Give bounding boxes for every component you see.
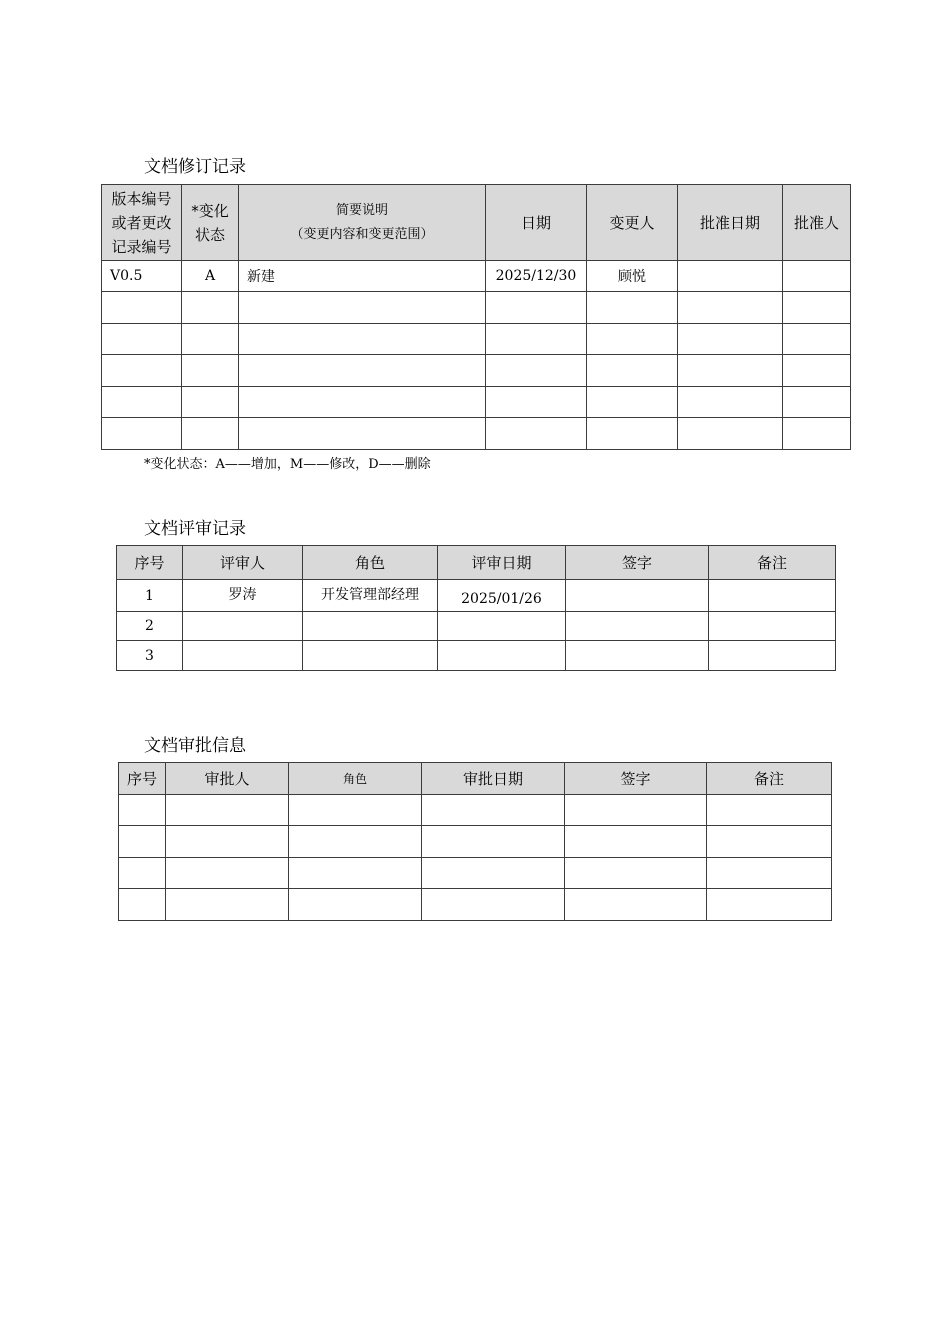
cell-approve-date — [678, 355, 783, 387]
cell-signature — [566, 612, 709, 641]
cell-remarks — [709, 641, 836, 671]
table-row — [117, 580, 836, 612]
cell-approve-date — [678, 387, 783, 418]
cell-date — [486, 418, 587, 450]
cell-index: 1 — [117, 580, 183, 612]
cell-approver — [783, 355, 851, 387]
header-summary-line: 简要说明 — [335, 202, 388, 218]
table-row — [102, 387, 851, 418]
header-status — [182, 185, 239, 261]
header-signature: 签字 — [566, 546, 709, 580]
cell-approval-date — [422, 826, 565, 858]
cell-review-date — [438, 641, 566, 671]
cell-approver — [166, 889, 289, 921]
table-row — [117, 612, 836, 641]
header-review-date: 评审日期 — [438, 546, 566, 580]
header-version-line: 版本编号 — [111, 189, 172, 208]
table-row — [102, 418, 851, 450]
cell-review-date — [438, 612, 566, 641]
cell-approver — [783, 324, 851, 355]
cell-remarks — [707, 795, 832, 826]
cell-summary — [239, 355, 486, 387]
header-reviewer: 评审人 — [183, 546, 303, 580]
cell-role — [303, 612, 438, 641]
cell-approver — [166, 826, 289, 858]
cell-approval-date — [422, 795, 565, 826]
table-row — [119, 795, 832, 826]
header-status-line: *变化 — [191, 201, 229, 220]
approval-header-row — [119, 763, 832, 795]
header-approve-date: 批准日期 — [678, 185, 783, 261]
header-version-line: 记录编号 — [111, 237, 172, 256]
cell-changer — [587, 324, 678, 355]
cell-remarks — [707, 889, 832, 921]
revision-header-row — [102, 185, 851, 261]
cell-status — [182, 292, 239, 324]
header-index: 序号 — [117, 546, 183, 580]
header-role: 角色 — [303, 546, 438, 580]
cell-version — [102, 324, 182, 355]
cell-index — [119, 826, 166, 858]
cell-version: V0.5 — [102, 261, 182, 292]
header-signature: 签字 — [565, 763, 707, 795]
cell-role — [289, 826, 422, 858]
cell-remarks — [707, 858, 832, 889]
cell-role — [289, 858, 422, 889]
header-approval-date: 审批日期 — [422, 763, 565, 795]
cell-approve-date — [678, 324, 783, 355]
status-note: *变化状态：A——增加，M——修改，D——删除 — [144, 457, 431, 472]
cell-changer: 顾悦 — [587, 261, 678, 292]
cell-index: 3 — [117, 641, 183, 671]
cell-signature — [565, 889, 707, 921]
cell-status — [182, 418, 239, 450]
cell-role — [289, 795, 422, 826]
header-changer: 变更人 — [587, 185, 678, 261]
approval-table — [118, 762, 832, 921]
cell-changer — [587, 387, 678, 418]
header-remarks: 备注 — [707, 763, 832, 795]
cell-approval-date — [422, 889, 565, 921]
table-row — [102, 355, 851, 387]
cell-index: 2 — [117, 612, 183, 641]
cell-changer — [587, 292, 678, 324]
header-version — [102, 185, 182, 261]
header-remarks: 备注 — [709, 546, 836, 580]
cell-role — [289, 889, 422, 921]
cell-status — [182, 387, 239, 418]
cell-reviewer: 罗涛 — [183, 580, 303, 612]
table-row — [102, 261, 851, 292]
cell-date: 2025/12/30 — [486, 261, 587, 292]
header-index: 序号 — [119, 763, 166, 795]
cell-summary — [239, 418, 486, 450]
cell-index — [119, 858, 166, 889]
header-status-line: 状态 — [194, 225, 225, 244]
review-table — [116, 545, 836, 671]
review-title: 文档评审记录 — [144, 519, 246, 539]
cell-signature — [565, 795, 707, 826]
cell-reviewer — [183, 612, 303, 641]
cell-summary: 新建 — [239, 261, 486, 292]
cell-approver — [166, 858, 289, 889]
cell-approve-date — [678, 418, 783, 450]
cell-status — [182, 355, 239, 387]
cell-changer — [587, 418, 678, 450]
table-row — [102, 324, 851, 355]
revision-table — [101, 184, 851, 450]
cell-approve-date — [678, 292, 783, 324]
cell-reviewer — [183, 641, 303, 671]
revision-title: 文档修订记录 — [144, 157, 246, 177]
cell-approval-date — [422, 858, 565, 889]
cell-role — [303, 641, 438, 671]
cell-status — [182, 324, 239, 355]
cell-date — [486, 292, 587, 324]
header-role: 角色 — [289, 763, 422, 795]
header-version-line: 或者更改 — [111, 213, 172, 232]
cell-review-date: 2025/01/26 — [438, 580, 566, 612]
cell-version — [102, 387, 182, 418]
cell-signature — [566, 641, 709, 671]
cell-approver — [783, 418, 851, 450]
cell-signature — [565, 826, 707, 858]
table-row — [117, 641, 836, 671]
cell-changer — [587, 355, 678, 387]
table-row — [119, 826, 832, 858]
cell-approve-date — [678, 261, 783, 292]
table-row — [119, 889, 832, 921]
cell-date — [486, 324, 587, 355]
cell-signature — [566, 580, 709, 612]
cell-summary — [239, 324, 486, 355]
table-row — [102, 292, 851, 324]
table-row — [119, 858, 832, 889]
cell-index — [119, 795, 166, 826]
header-approver: 批准人 — [783, 185, 851, 261]
header-summary — [239, 185, 486, 261]
cell-version — [102, 418, 182, 450]
cell-signature — [565, 858, 707, 889]
review-header-row — [117, 546, 836, 580]
cell-approver — [783, 292, 851, 324]
cell-approver — [166, 795, 289, 826]
header-date: 日期 — [486, 185, 587, 261]
cell-summary — [239, 292, 486, 324]
cell-status: A — [182, 261, 239, 292]
cell-version — [102, 355, 182, 387]
cell-date — [486, 355, 587, 387]
cell-approver — [783, 387, 851, 418]
cell-remarks — [709, 612, 836, 641]
cell-summary — [239, 387, 486, 418]
cell-remarks — [709, 580, 836, 612]
header-summary-line: （变更内容和变更范围） — [290, 226, 434, 242]
cell-date — [486, 387, 587, 418]
cell-role: 开发管理部经理 — [303, 580, 438, 612]
approval-title: 文档审批信息 — [144, 736, 246, 756]
cell-remarks — [707, 826, 832, 858]
header-approver: 审批人 — [166, 763, 289, 795]
cell-index — [119, 889, 166, 921]
cell-version — [102, 292, 182, 324]
cell-approver — [783, 261, 851, 292]
